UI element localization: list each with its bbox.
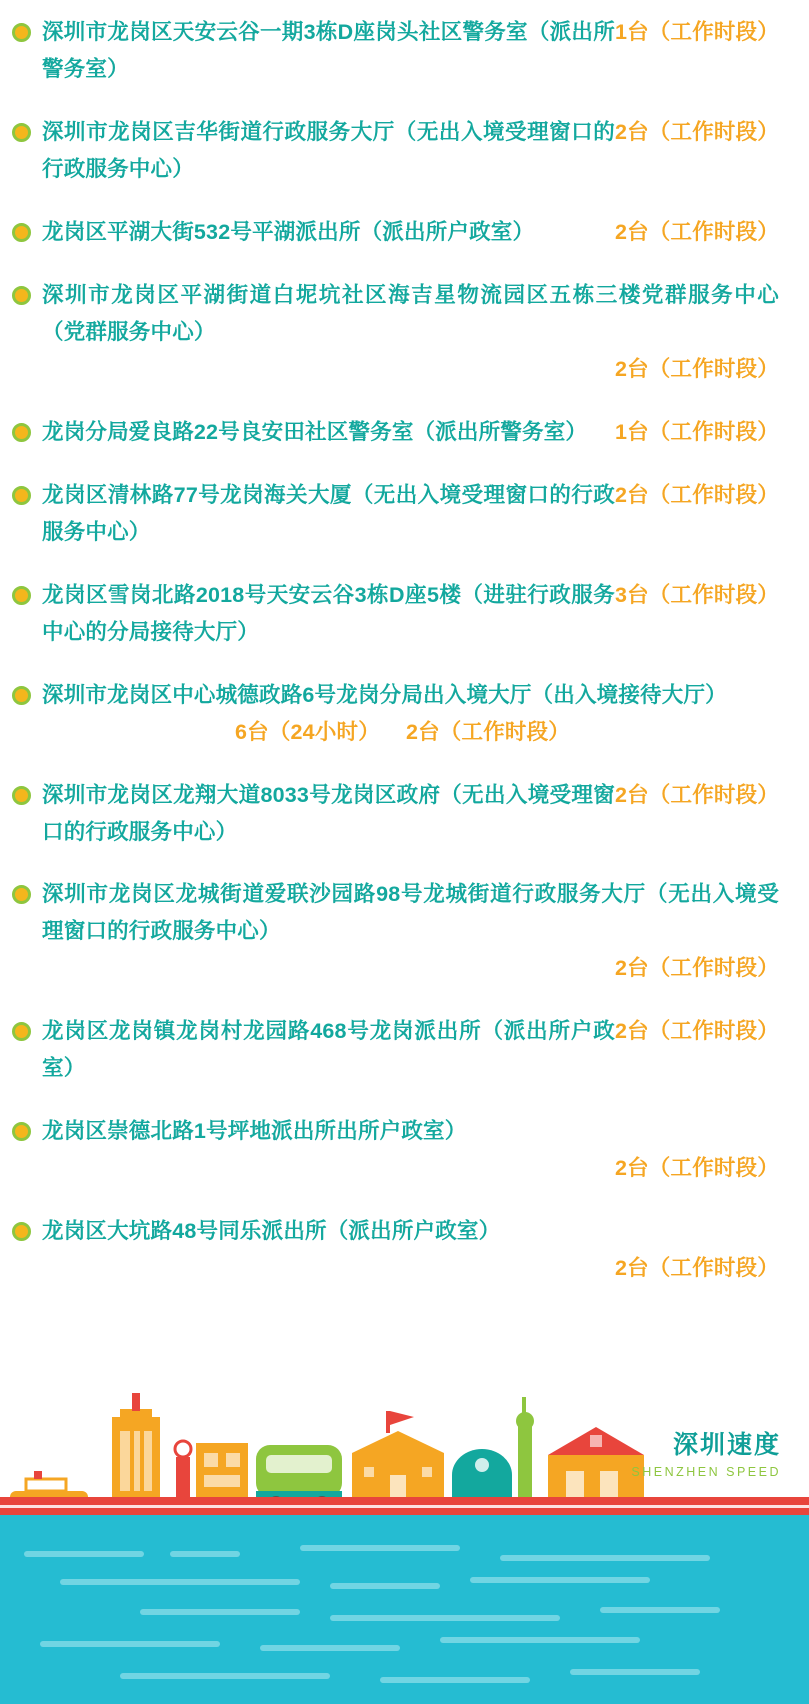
list-item-body <box>42 114 779 188</box>
location-title: 龙岗区崇德北路1号坪地派出所出所户政室） <box>42 1119 467 1144</box>
bullet-icon <box>12 686 31 705</box>
location-title: 龙岗区雪岗北路2018号天安云谷3栋D座5楼（进驻行政服务中心的分局接待大厅） <box>42 582 615 644</box>
footer-illustration <box>0 1379 809 1704</box>
device-count: 2台（工作时段） <box>614 356 779 381</box>
bullet-icon <box>12 885 31 904</box>
list-item <box>42 1013 779 1087</box>
bullet-icon <box>12 286 31 305</box>
list-item-body <box>42 414 779 451</box>
device-count: 2台（工作时段） <box>614 782 779 807</box>
device-count-group <box>42 351 779 388</box>
device-count-group <box>615 14 779 51</box>
list-item-body <box>42 14 779 88</box>
location-title: 龙岗分局爱良路22号良安田社区警务室（派出所警务室） <box>42 419 588 444</box>
bullet-icon <box>12 586 31 605</box>
bullet-icon <box>12 1122 31 1141</box>
device-count-group <box>615 114 779 151</box>
device-count-group <box>615 414 779 451</box>
list-item <box>42 414 779 451</box>
device-count: 2台（工作时段） <box>614 219 779 244</box>
bullet-icon <box>12 123 31 142</box>
device-count: 1台（工作时段） <box>614 419 779 444</box>
location-title: 深圳市龙岗区平湖街道白坭坑社区海吉星物流园区五栋三楼党群服务中心（党群服务中心） <box>42 282 779 344</box>
list-item <box>42 14 779 88</box>
device-count-group <box>615 577 779 614</box>
location-title: 深圳市龙岗区吉华街道行政服务大厅（无出入境受理窗口的行政服务中心） <box>42 119 615 181</box>
bullet-icon <box>12 486 31 505</box>
device-count-group <box>615 1013 779 1050</box>
list-item-body <box>42 1113 779 1187</box>
bullet-icon <box>12 23 31 42</box>
device-count-group <box>42 1250 779 1287</box>
location-title: 龙岗区大坑路48号同乐派出所（派出所户政室） <box>42 1219 501 1244</box>
brand-name-en: SHENZHEN SPEED <box>631 1465 781 1479</box>
list-item <box>42 777 779 851</box>
device-count: 2台（工作时段） <box>614 956 779 981</box>
location-title: 深圳市龙岗区龙翔大道8033号龙岗区政府（无出入境受理窗口的行政服务中心） <box>42 782 615 844</box>
list-item <box>42 1213 779 1287</box>
list-item-body <box>42 876 779 987</box>
list-item-body <box>42 777 779 851</box>
location-title: 深圳市龙岗区天安云谷一期3栋D座岗头社区警务室（派出所警务室） <box>42 20 615 81</box>
list-item-body <box>42 1013 779 1087</box>
device-count: 2台（工作时段） <box>614 482 779 507</box>
bullet-icon <box>12 223 31 242</box>
location-title: 深圳市龙岗区中心城德政路6号龙岗分局出入境大厅（出入境接待大厅） <box>42 682 727 707</box>
list-item <box>42 277 779 388</box>
list-item <box>42 477 779 551</box>
device-count-group <box>42 1150 779 1187</box>
list-item <box>42 677 779 751</box>
device-count-group <box>42 714 779 751</box>
device-count-group <box>615 477 779 514</box>
list-item <box>42 876 779 987</box>
list-item-body <box>42 477 779 551</box>
brand-name-cn: 深圳速度 <box>672 1431 781 1459</box>
list-item <box>42 577 779 651</box>
device-count: 2台（工作时段） <box>614 119 779 144</box>
list-item <box>42 1113 779 1187</box>
device-count: 2台（工作时段） <box>614 1256 779 1281</box>
list-item-body <box>42 577 779 651</box>
device-count: 3台（工作时段） <box>614 582 779 607</box>
list-item-body <box>42 214 779 251</box>
brand-block <box>631 1425 781 1479</box>
device-count: 1台（工作时段） <box>614 20 779 44</box>
bullet-icon <box>12 1222 31 1241</box>
device-count-group <box>615 777 779 814</box>
bullet-icon <box>12 1022 31 1041</box>
location-title: 龙岗区清林路77号龙岗海关大厦（无出入境受理窗口的行政服务中心） <box>42 482 615 544</box>
list-item-body <box>42 277 779 388</box>
list-item-body <box>42 1213 779 1287</box>
device-count-group <box>615 214 779 251</box>
list-item <box>42 214 779 251</box>
bullet-icon <box>12 786 31 805</box>
location-title: 深圳市龙岗区龙城街道爱联沙园路98号龙城街道行政服务大厅（无出入境受理窗口的行政服务中心） <box>42 882 779 944</box>
device-count: 2台（工作时段） <box>405 719 571 744</box>
device-count: 2台（工作时段） <box>614 1019 779 1044</box>
device-count: 6台（24小时） <box>234 719 380 744</box>
list-item <box>42 114 779 188</box>
device-count: 2台（工作时段） <box>614 1156 779 1181</box>
location-title: 龙岗区龙岗镇龙岗村龙园路468号龙岗派出所（派出所户政室） <box>42 1019 615 1081</box>
list-item-body <box>42 677 779 751</box>
device-count-group <box>42 950 779 987</box>
road-center-line <box>0 1505 809 1508</box>
location-title: 龙岗区平湖大街532号平湖派出所（派出所户政室） <box>42 219 535 244</box>
bullet-icon <box>12 423 31 442</box>
